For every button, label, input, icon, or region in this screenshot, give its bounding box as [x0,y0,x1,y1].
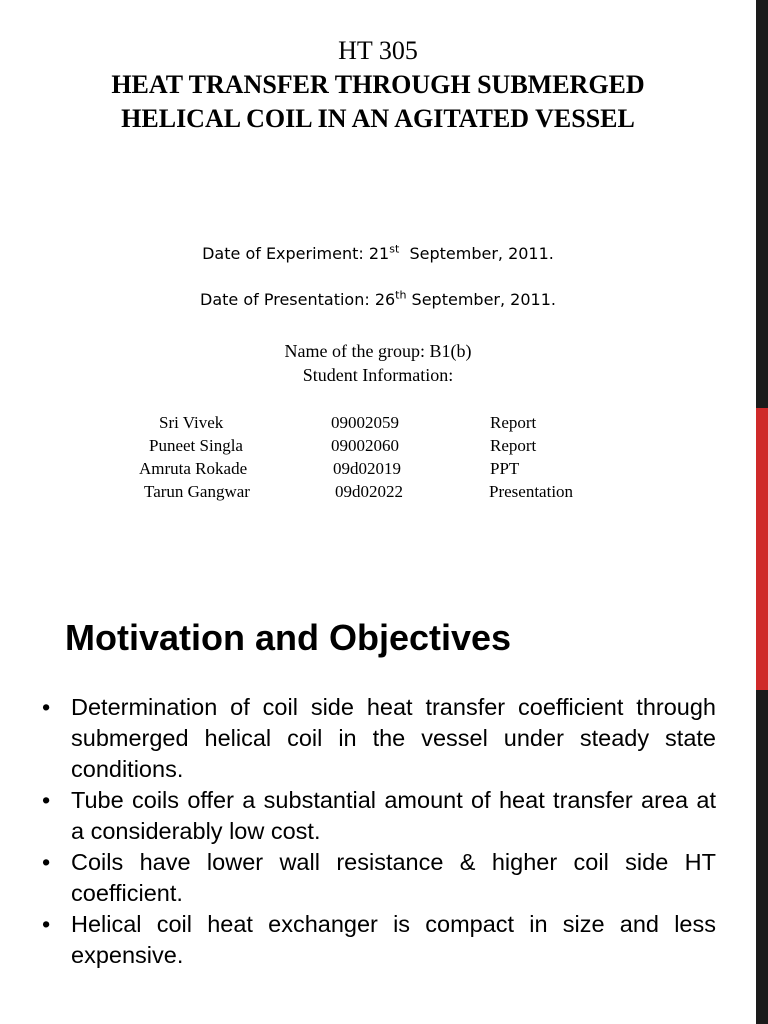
date-presentation-label: Date of Presentation: 26 [200,290,396,309]
right-edge-bar-bottom [756,690,768,1024]
right-edge-bar-top [756,0,768,408]
student-name: Puneet Singla [149,436,243,455]
objectives-list [40,692,716,971]
student-id: 09002060 [331,436,399,455]
student-role: Report [490,436,537,455]
list-item [40,692,716,785]
date-experiment-label: Date of Experiment: 21 [202,244,390,263]
bullet-text: Tube coils offer a substantial amount of heat transfer area at a considerably low cost. [71,787,716,844]
student-id: 09002059 [331,413,399,432]
slide-title: HEAT TRANSFER THROUGH SUBMERGED HELICAL COIL IN AN AGITATED VESSEL [111,70,645,133]
date-of-presentation [0,290,756,310]
bullet-icon: • [42,787,51,813]
student-row [0,411,756,434]
bullet-text: Helical coil heat exchanger is compact in size and less expensive. [71,911,716,968]
right-edge-bar-red [756,408,768,690]
bullet-text: Coils have lower wall resistance & higher coil side HT coefficient. [71,849,716,906]
bullet-text: Determination of coil side heat transfer coefficient through submerged helical coil in the vessel under steady state conditions. [71,694,716,782]
date-experiment-suffix: st [389,242,400,256]
student-row [0,480,756,503]
student-name: Sri Vivek [159,413,224,432]
date-presentation-suffix: th [395,288,407,302]
bullet-icon: • [42,694,51,720]
section-heading: Motivation and Objectives [65,617,512,658]
list-item [40,847,716,909]
bullet-icon: • [42,911,51,937]
student-name: Tarun Gangwar [144,482,250,501]
list-item [40,785,716,847]
student-role: Report [490,413,537,432]
student-info-label: Student Information: [302,365,454,385]
student-id: 09d02019 [333,459,401,478]
student-row [0,434,756,457]
student-id: 09d02022 [335,482,403,501]
student-role: PPT [490,459,520,478]
student-row [0,457,756,480]
date-presentation-rest: September, 2011. [406,290,556,309]
list-item [40,909,716,971]
student-name: Amruta Rokade [139,459,248,478]
student-role: Presentation [489,482,574,501]
date-of-experiment [0,244,756,264]
date-experiment-rest: September, 2011. [399,244,554,263]
group-name: Name of the group: B1(b) [284,341,472,361]
course-code: HT 305 [338,36,418,65]
bullet-icon: • [42,849,51,875]
